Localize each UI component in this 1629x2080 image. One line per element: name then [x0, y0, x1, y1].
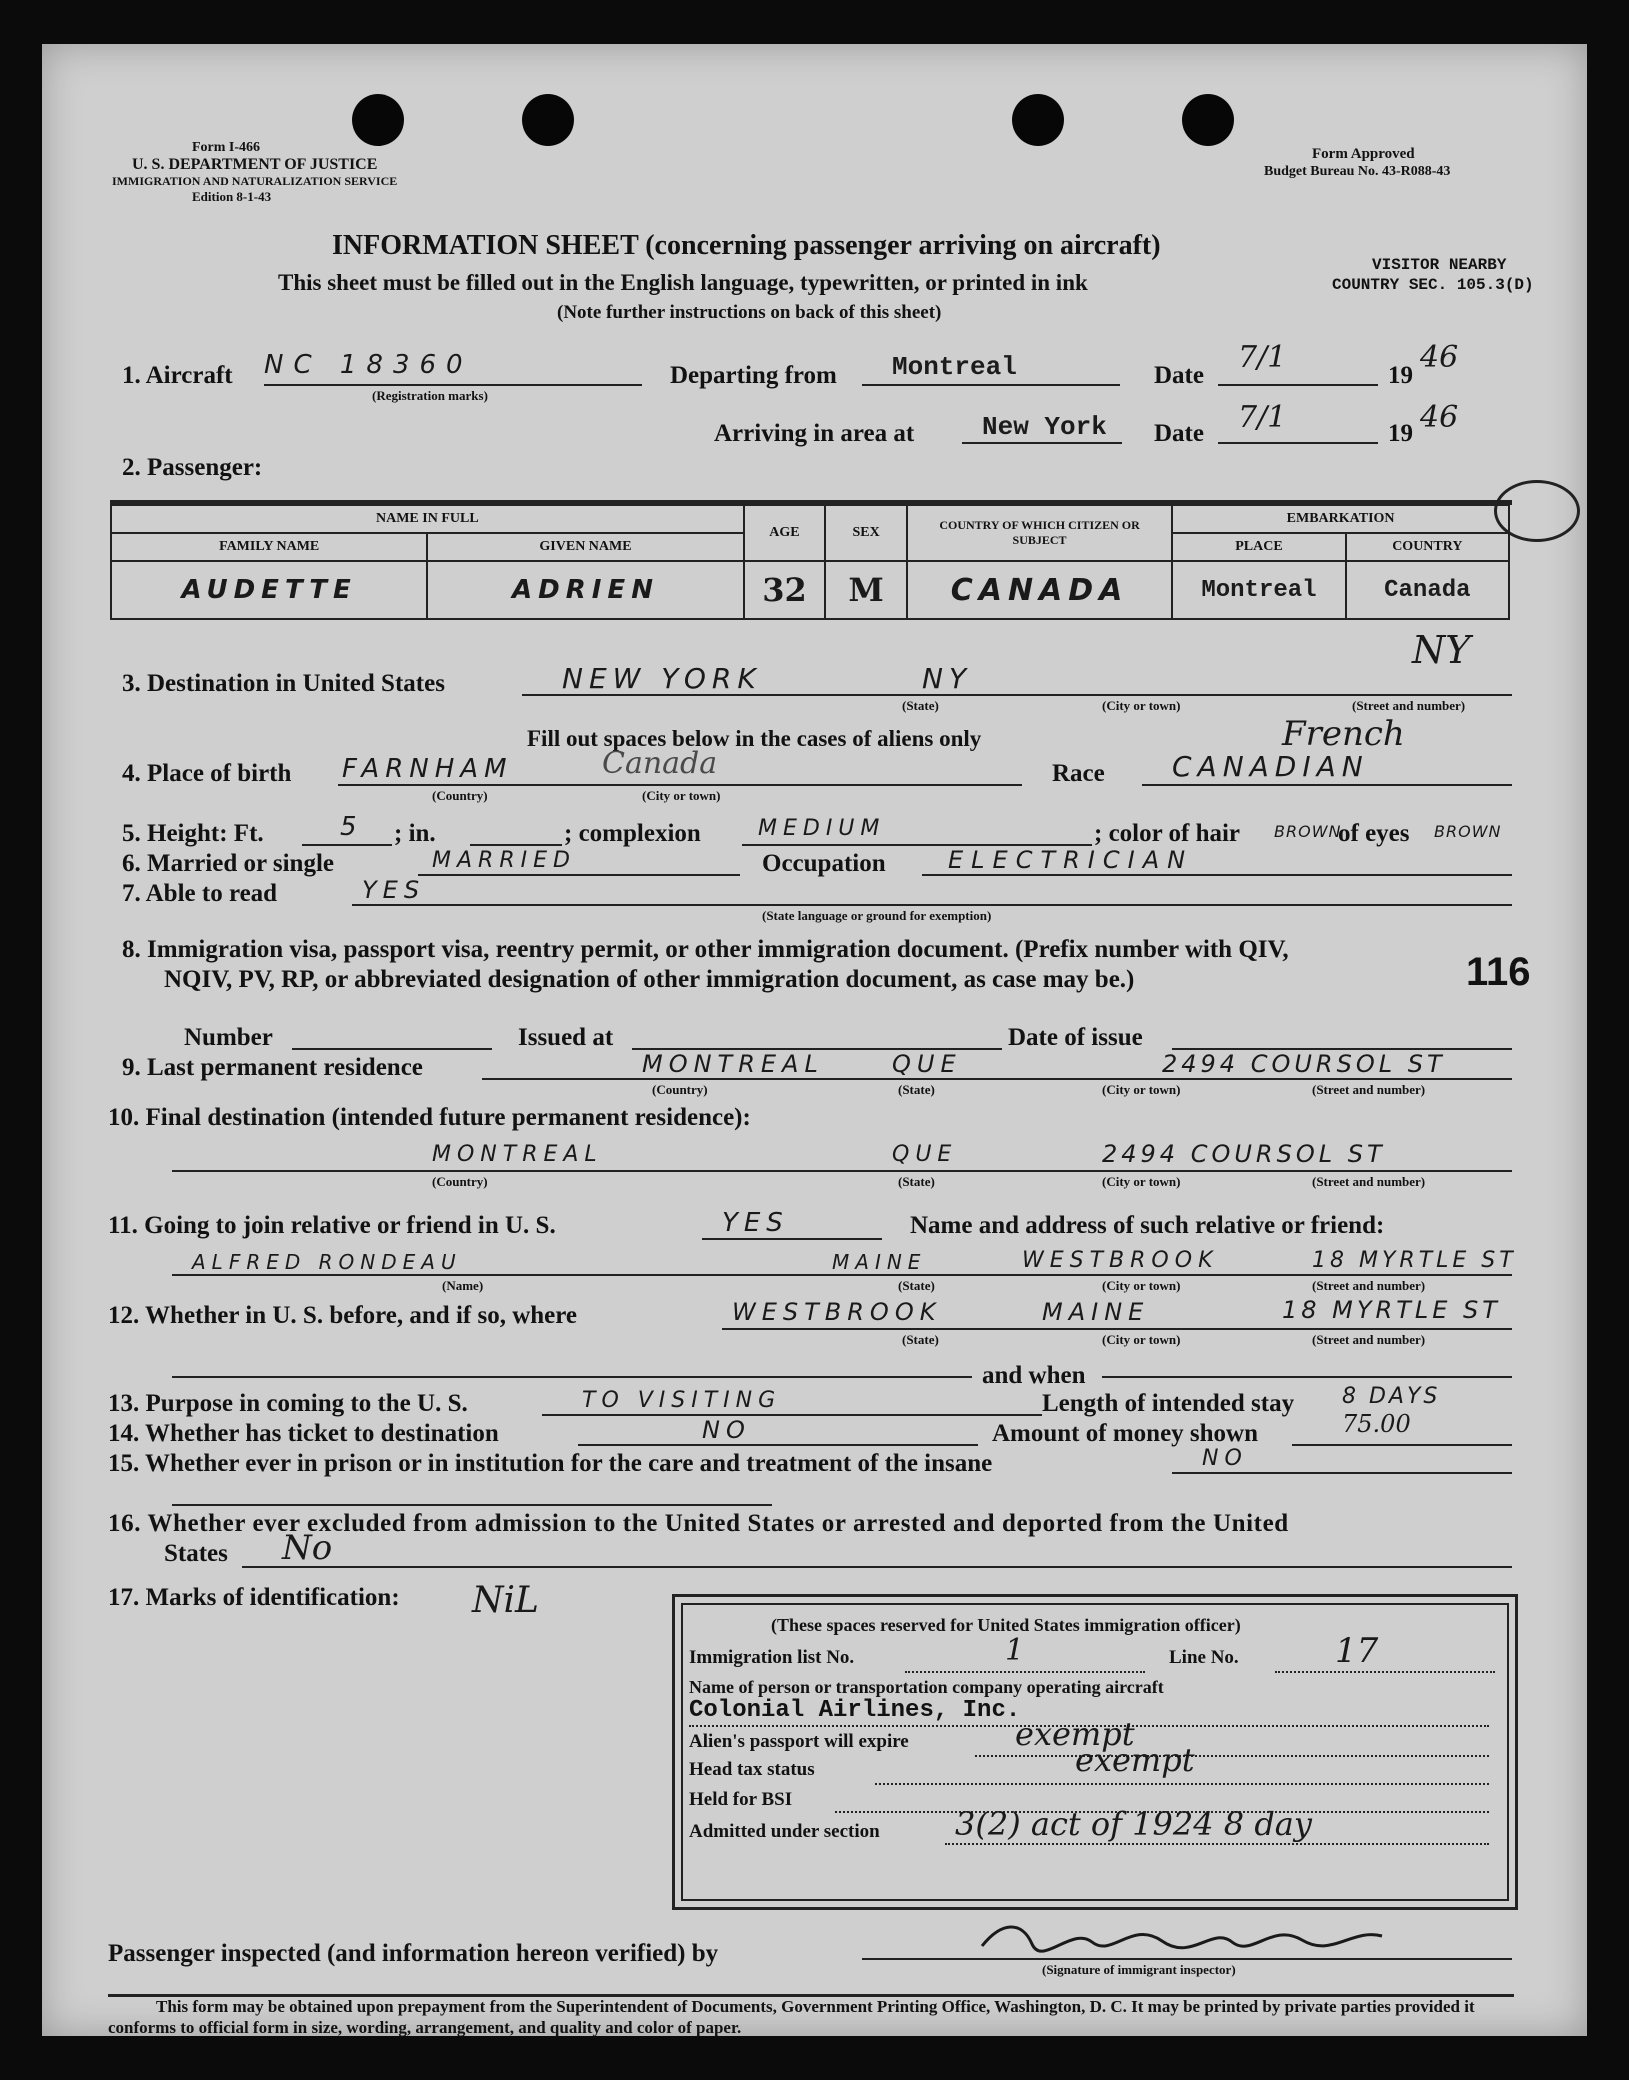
stay-value: 8 DAYS: [1342, 1384, 1441, 1409]
join-label: 11. Going to join relative or friend in U. S.: [108, 1212, 556, 1239]
birth-label: 4. Place of birth: [122, 760, 292, 787]
race-label: Race: [1052, 760, 1105, 787]
note: (Note further instructions on back of this sheet): [557, 302, 942, 323]
company-label: Name of person or transportation company operating aircraft: [689, 1677, 1164, 1697]
departing-label: Departing from: [670, 362, 837, 389]
signature-caption: (Signature of immigrant inspector): [1042, 1962, 1236, 1977]
stay-label: Length of intended stay: [1042, 1390, 1295, 1417]
date-label: Date: [1154, 362, 1204, 389]
read-value: YES: [362, 876, 426, 904]
prison-label: 15. Whether ever in prison or in institution for the care and treatment of the insane: [108, 1450, 993, 1477]
complexion-label: ; complexion: [564, 820, 701, 847]
before-label: 12. Whether in U. S. before, and if so, where: [108, 1302, 577, 1329]
cap-final-state: (State): [898, 1174, 935, 1189]
purpose-value: TO VISITING: [582, 1388, 782, 1413]
aircraft-label: 1. Aircraft: [122, 362, 233, 389]
birth-country: FARNHAM: [342, 754, 513, 784]
before-state: MAINE: [1042, 1298, 1150, 1326]
list-label: Immigration list No.: [689, 1647, 855, 1668]
residence-state: QUE: [892, 1050, 962, 1078]
excluded-label-1: 16. Whether ever excluded from admission to the United States or arrested and deported from the United: [108, 1510, 1289, 1537]
destination-street: NY: [1412, 628, 1471, 672]
purpose-label: 13. Purpose in coming to the U. S.: [108, 1390, 468, 1417]
cap-friend-street: (Street and number): [1312, 1278, 1426, 1293]
punch-hole: [522, 94, 574, 146]
passenger-table: [110, 504, 1510, 620]
race-value: CANADIAN: [1172, 750, 1369, 783]
join-value: YES: [722, 1208, 789, 1238]
arrival-year-prefix: 19: [1388, 420, 1413, 447]
aircraft-value: NC 18360: [264, 350, 473, 380]
eyes-label: of eyes: [1338, 820, 1410, 847]
excluded-value: No: [282, 1528, 333, 1568]
cap-final-city: (City or town): [1102, 1174, 1181, 1189]
headtax-value: exempt: [1075, 1741, 1195, 1779]
read-caption: (State language or ground for exemption): [762, 908, 992, 923]
excluded-label-2: States: [164, 1540, 228, 1567]
embark-place: Montreal: [1172, 561, 1345, 619]
embark-country: Canada: [1346, 561, 1509, 619]
bsi-label: Held for BSI: [689, 1789, 793, 1810]
final-country: MONTREAL: [432, 1142, 603, 1167]
married-label: 6. Married or single: [122, 850, 334, 877]
year-value: 46: [1420, 340, 1459, 375]
race-note: French: [1282, 714, 1405, 754]
marks-label: 17. Marks of identification:: [108, 1584, 400, 1611]
departing-value: Montreal: [892, 352, 1017, 382]
complexion-value: MEDIUM: [758, 816, 886, 841]
head-age: AGE: [744, 505, 826, 561]
head-place: PLACE: [1172, 533, 1345, 561]
money-value: 75.00: [1342, 1410, 1411, 1438]
friend-state: MAINE: [832, 1250, 927, 1274]
cap-before-street: (Street and number): [1312, 1332, 1426, 1347]
residence-street: 2494 COURSOL ST: [1162, 1050, 1446, 1078]
officer-box: [672, 1594, 1518, 1910]
cap-res-city: (City or town): [1102, 1082, 1181, 1097]
before-street: 18 MYRTLE ST: [1282, 1296, 1501, 1324]
cap-state: (State): [902, 698, 939, 713]
head-country: COUNTRY OF WHICH CITIZEN OR SUBJECT: [907, 505, 1172, 561]
punch-hole: [1182, 94, 1234, 146]
punch-hole: [352, 94, 404, 146]
number-label: Number: [184, 1024, 273, 1051]
date-of-issue-label: Date of issue: [1008, 1024, 1143, 1051]
sex: M: [825, 561, 907, 619]
and-when-label: and when: [982, 1362, 1086, 1389]
date-value: 7/1: [1238, 340, 1287, 375]
eyes-value: BROWN: [1434, 822, 1502, 841]
join-name-label: Name and address of such relative or friend:: [910, 1212, 1385, 1239]
final-label: 10. Final destination (intended future permanent residence):: [108, 1104, 751, 1131]
footer-note: This form may be obtained upon prepayment from the Superintendent of Documents, Government Printing Office, Washington, D. C. It may be printed by private parties provided it conforms to official form in size, wording, arrangement, and quality and color of paper.: [108, 1997, 1475, 2037]
inspector-signature: [972, 1916, 1392, 1956]
section-label: Admitted under section: [689, 1821, 880, 1842]
friend-city: WESTBROOK: [1022, 1248, 1219, 1273]
friend-street: 18 MYRTLE ST: [1312, 1248, 1517, 1273]
head-name-in-full: NAME IN FULL: [111, 505, 744, 533]
stamp-line-2: COUNTRY SEC. 105.3(D): [1332, 276, 1534, 294]
cap-friend-name: (Name): [442, 1278, 484, 1293]
cap-friend-state: (State): [898, 1278, 935, 1293]
ticket-label: 14. Whether has ticket to destination: [108, 1420, 499, 1447]
form-approved: Form Approved: [1312, 146, 1415, 162]
head-family-name: FAMILY NAME: [111, 533, 427, 561]
edition: Edition 8-1-43: [192, 189, 272, 204]
residence-country: MONTREAL: [642, 1050, 824, 1078]
officer-title: (These spaces reserved for United States immigration officer): [771, 1615, 1241, 1635]
head-given-name: GIVEN NAME: [427, 533, 743, 561]
head-embark-country: COUNTRY: [1346, 533, 1509, 561]
destination-state: NEW YORK: [562, 662, 762, 695]
headtax-label: Head tax status: [689, 1759, 815, 1780]
cap-birth-city: (City or town): [642, 788, 721, 803]
money-label: Amount of money shown: [992, 1420, 1259, 1447]
occupation-value: ELECTRICIAN: [948, 846, 1194, 874]
circle-mark: [1494, 480, 1580, 542]
citizen-country: CANADA: [907, 561, 1172, 619]
page-title: INFORMATION SHEET (concerning passenger arriving on aircraft): [332, 230, 1161, 261]
cap-street: (Street and number): [1352, 698, 1466, 713]
prison-value: NO: [1202, 1446, 1248, 1471]
form-number: Form I-466: [192, 140, 261, 155]
cap-birth-country: (Country): [432, 788, 488, 803]
cap-final-street: (Street and number): [1312, 1174, 1426, 1189]
service: IMMIGRATION AND NATURALIZATION SERVICE: [112, 174, 398, 188]
arrival-year-value: 46: [1420, 400, 1459, 435]
cap-city: (City or town): [1102, 698, 1181, 713]
arrival-date-label: Date: [1154, 420, 1204, 447]
height-ft: 5: [340, 812, 363, 842]
visa-line-1: 8. Immigration visa, passport visa, reentry permit, or other immigration document. (Prefix number with QIV,: [122, 936, 1289, 963]
married-value: MARRIED: [432, 848, 576, 873]
section-value: 3(2) act of 1924 8 day: [955, 1805, 1312, 1843]
passenger-label: 2. Passenger:: [122, 454, 263, 481]
budget-bureau: Budget Bureau No. 43-R088-43: [1264, 164, 1451, 179]
inspected-label: Passenger inspected (and information hereon verified) by: [108, 1940, 719, 1967]
read-label: 7. Able to read: [122, 880, 278, 907]
final-state: QUE: [892, 1142, 958, 1167]
arriving-value: New York: [982, 412, 1107, 442]
subtitle: This sheet must be filled out in the English language, typewritten, or printed in ink: [278, 270, 1088, 295]
destination-city: NY: [922, 662, 973, 695]
ticket-value: NO: [702, 1416, 751, 1444]
height-in-label: ; in.: [394, 820, 436, 847]
information-sheet: [42, 44, 1587, 2036]
registration-caption: (Registration marks): [372, 388, 488, 403]
family-name: AUDETTE: [111, 561, 427, 619]
visa-stamp-number: 116: [1466, 950, 1531, 994]
cap-friend-city: (City or town): [1102, 1278, 1181, 1293]
list-value: 1: [1005, 1633, 1025, 1668]
passport-label: Alien's passport will expire: [689, 1731, 909, 1752]
cap-res-country: (Country): [652, 1082, 708, 1097]
cap-final-country: (Country): [432, 1174, 488, 1189]
given-name: ADRIEN: [427, 561, 743, 619]
residence-label: 9. Last permanent residence: [122, 1054, 423, 1081]
punch-hole: [1012, 94, 1064, 146]
company-value: Colonial Airlines, Inc.: [689, 1697, 1021, 1724]
head-sex: SEX: [825, 505, 907, 561]
department: U. S. DEPARTMENT OF JUSTICE: [132, 156, 378, 173]
occupation-label: Occupation: [762, 850, 886, 877]
issued-label: Issued at: [518, 1024, 614, 1051]
line-label: Line No.: [1169, 1647, 1239, 1668]
before-city: WESTBROOK: [732, 1298, 942, 1326]
aliens-note: Fill out spaces below in the cases of aliens only: [527, 726, 982, 751]
stamp-line-1: VISITOR NEARBY: [1372, 256, 1507, 274]
marks-value: NiL: [472, 1580, 539, 1621]
birth-city: Canada: [602, 746, 718, 781]
friend-name: ALFRED RONDEAU: [192, 1250, 462, 1274]
hair-value: BROWN: [1274, 822, 1342, 841]
hair-label: ; color of hair: [1094, 820, 1241, 847]
head-embarkation: EMBARKATION: [1172, 505, 1509, 533]
arriving-label: Arriving in area at: [714, 420, 915, 447]
cap-before-state: (State): [902, 1332, 939, 1347]
year-prefix: 19: [1388, 362, 1413, 389]
arrival-date-value: 7/1: [1238, 400, 1287, 435]
passport-value: exempt: [1015, 1715, 1135, 1753]
cap-res-state: (State): [898, 1082, 935, 1097]
cap-res-street: (Street and number): [1312, 1082, 1426, 1097]
final-street: 2494 COURSOL ST: [1102, 1140, 1386, 1168]
visa-line-2: NQIV, PV, RP, or abbreviated designation of other immigration document, as case may be.): [164, 966, 1135, 993]
line-value: 17: [1335, 1631, 1379, 1671]
destination-label: 3. Destination in United States: [122, 670, 445, 697]
height-label: 5. Height: Ft.: [122, 820, 264, 847]
cap-before-city: (City or town): [1102, 1332, 1181, 1347]
age: 32: [744, 561, 826, 619]
